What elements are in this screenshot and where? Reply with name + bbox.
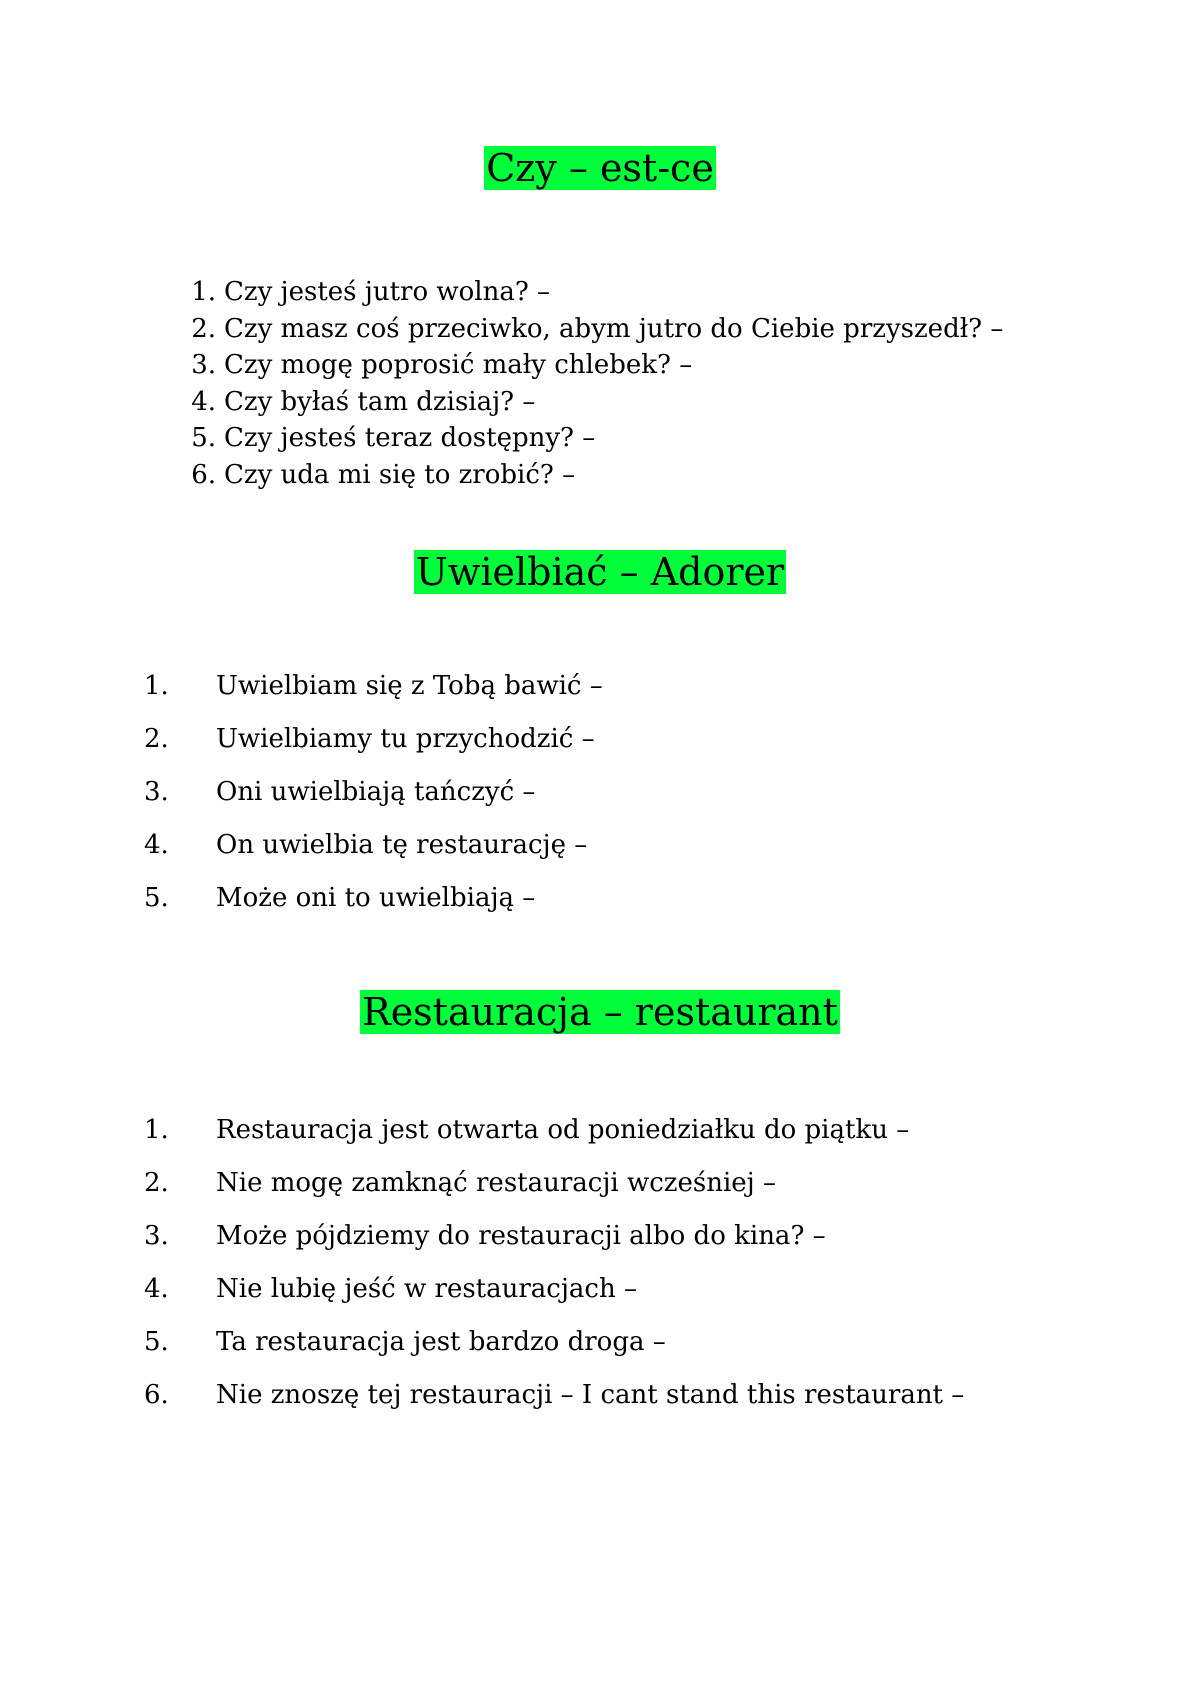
list-item bbox=[180, 274, 1003, 311]
section-3-heading-polish: Restauracja bbox=[362, 990, 592, 1034]
section-1-heading bbox=[482, 144, 718, 192]
list-item bbox=[144, 766, 603, 819]
section-3-heading-wrap bbox=[0, 988, 1200, 1036]
list-item-text: Może pójdziemy do restauracji albo do kina? – bbox=[216, 1221, 826, 1251]
list-item-number: 1. bbox=[191, 277, 216, 307]
list-item-number: 5. bbox=[144, 883, 169, 913]
section-1-heading-separator: – bbox=[556, 146, 600, 190]
section-3-heading bbox=[358, 988, 842, 1036]
section-2-heading-highlight bbox=[414, 550, 786, 594]
list-item bbox=[144, 819, 603, 872]
list-item-text: Czy masz coś przeciwko, abym jutro do Ciebie przyszedł? – bbox=[224, 313, 1004, 344]
list-item-number: 5. bbox=[144, 1327, 169, 1357]
list-item bbox=[144, 1157, 964, 1210]
list-item-text: Restauracja jest otwarta od poniedziałku do piątku – bbox=[216, 1115, 910, 1145]
list-item-text: Czy byłaś tam dzisiaj? – bbox=[224, 386, 536, 417]
list-item-text: Nie mogę zamknąć restauracji wcześniej – bbox=[216, 1168, 777, 1198]
section-2-heading-french: Adorer bbox=[650, 550, 785, 594]
list-item-number: 5. bbox=[191, 423, 216, 453]
section-1-heading-polish: Czy bbox=[486, 146, 557, 190]
list-item-number: 3. bbox=[144, 777, 169, 807]
list-item-number: 4. bbox=[144, 830, 169, 860]
list-item bbox=[180, 457, 1003, 494]
list-item bbox=[144, 1316, 964, 1369]
list-item-number: 6. bbox=[144, 1380, 169, 1410]
list-item bbox=[180, 347, 1003, 384]
list-item bbox=[144, 872, 603, 925]
section-3-heading-french: restaurant bbox=[634, 990, 838, 1034]
list-item-text: Czy uda mi się to zrobić? – bbox=[224, 459, 576, 490]
section-2-list bbox=[144, 660, 603, 925]
list-item-number: 2. bbox=[191, 313, 216, 344]
list-item-number: 2. bbox=[144, 1168, 169, 1198]
list-item bbox=[180, 420, 1003, 457]
list-item bbox=[144, 1263, 964, 1316]
list-item-text: On uwielbia tę restaurację – bbox=[216, 830, 588, 860]
list-item-text: Uwielbiamy tu przychodzić – bbox=[216, 724, 595, 754]
list-item bbox=[144, 1210, 964, 1263]
section-2-heading-wrap bbox=[0, 548, 1200, 596]
list-item bbox=[144, 1104, 964, 1157]
list-item-text: Nie lubię jeść w restauracjach – bbox=[216, 1274, 638, 1304]
list-item-text: Nie znoszę tej restauracji – I cant stand this restaurant – bbox=[216, 1380, 965, 1410]
list-item-number: 4. bbox=[191, 386, 216, 417]
section-1-heading-french: est-ce bbox=[599, 146, 714, 190]
list-item-text: Ta restauracja jest bardzo droga – bbox=[216, 1327, 666, 1357]
section-3-heading-highlight bbox=[360, 990, 840, 1034]
section-3-list bbox=[144, 1104, 964, 1422]
section-1-heading-highlight bbox=[484, 146, 716, 190]
list-item bbox=[144, 713, 603, 766]
list-item-text: Oni uwielbiają tańczyć – bbox=[216, 777, 536, 807]
list-item-text: Może oni to uwielbiają – bbox=[216, 883, 536, 913]
section-1-heading-wrap bbox=[0, 144, 1200, 192]
list-item-text: Uwielbiam się z Tobą bawić – bbox=[216, 671, 603, 701]
section-3-heading-separator: – bbox=[591, 990, 635, 1034]
list-item-number: 3. bbox=[191, 350, 216, 380]
list-item-text: Czy jesteś teraz dostępny? – bbox=[224, 423, 596, 453]
list-item bbox=[144, 660, 603, 713]
list-item-number: 3. bbox=[144, 1221, 169, 1251]
section-2-heading bbox=[412, 548, 788, 596]
list-item-number: 1. bbox=[144, 671, 169, 701]
list-item-text: Czy jesteś jutro wolna? – bbox=[224, 277, 551, 307]
section-1-list bbox=[180, 274, 1003, 493]
list-item-number: 1. bbox=[144, 1115, 169, 1145]
list-item-number: 4. bbox=[144, 1274, 169, 1304]
list-item-text: Czy mogę poprosić mały chlebek? – bbox=[224, 350, 693, 380]
section-2-heading-polish: Uwielbiać bbox=[415, 550, 608, 594]
list-item bbox=[180, 311, 1003, 348]
list-item-number: 2. bbox=[144, 724, 169, 754]
list-item bbox=[180, 384, 1003, 421]
section-2-heading-separator: – bbox=[607, 550, 651, 594]
list-item-number: 6. bbox=[191, 459, 216, 490]
list-item bbox=[144, 1369, 964, 1422]
